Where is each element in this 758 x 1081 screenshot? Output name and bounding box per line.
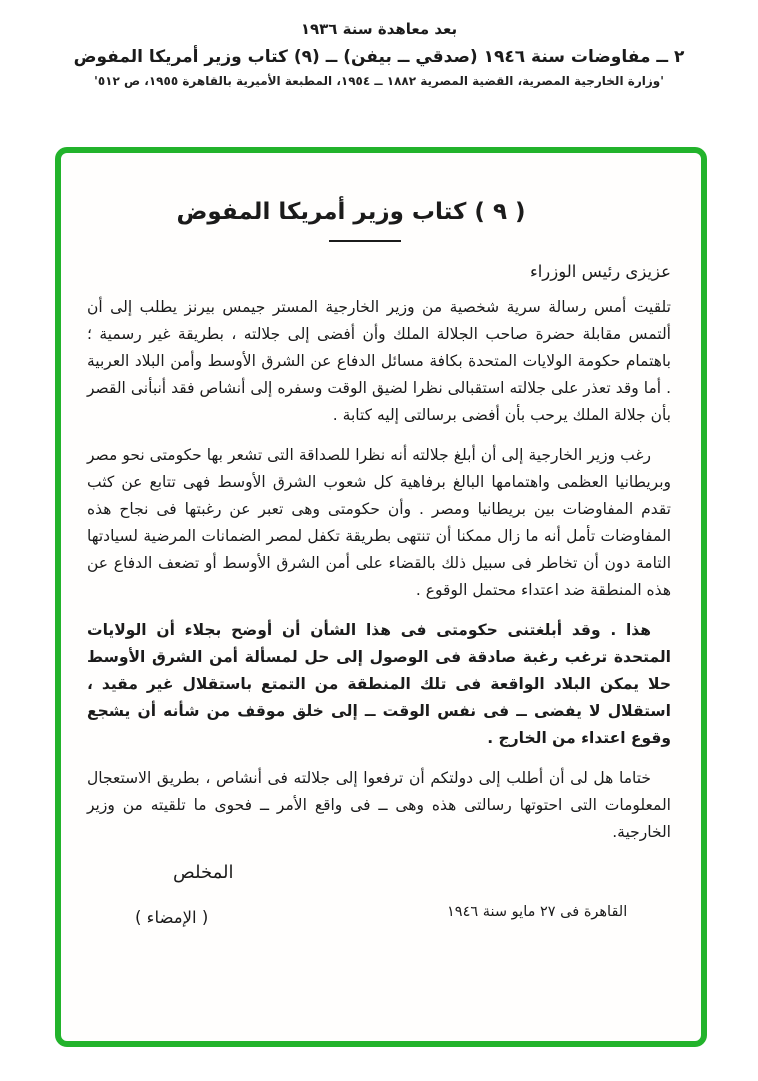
paragraph-2: رغب وزير الخارجية إلى أن أبلغ جلالته أنه نظرا للصداقة التى تشعر بها حكومتى نحو مصر وبريطانيا العظمى واهتمامها البالغ برفاهية كل شعوب الشرق الأوسط فهى تتابع عن كثب تقدم المفاوضات بين بريطانيا ومصر . وأن حكومتى وهى تعبر عن رغبتها فى نجاح هذه المفاوضات تأمل أنه ما زال ممكنا أن تنتهى بطريقة تكفل لمصر الضمانات المرضية لسيادتها التامة دون أن تخاطر فى سبيل ذلك بالقضاء على أمن الشرق الأوسط أو تضعف الدفاع عن هذه المنطقة ضد اعتداء محتمل الوقوع .	[87, 446, 671, 599]
letter-body	[61, 153, 701, 1041]
letter-title: ( ٩ ) كتاب وزير أمريكا المفوض	[176, 199, 526, 225]
salutation: عزيزى رئيس الوزراء	[529, 262, 671, 281]
page-header	[0, 0, 758, 88]
paragraph-4: ختاما هل لى أن أطلب إلى دولتكم أن ترفعوا إلى جلالته فى أنشاص ، بطريق الاستعجال المعلومات التى احتوتها رسالتى هذه وهى ــ فى واقع الأمر ــ فحوى ما تلقيته من وزير الخارجية.	[87, 769, 671, 841]
title-underline	[329, 240, 401, 242]
paragraph-3: هذا . وقد أبلغتنى حكومتى فى هذا الشأن أن أوضح بجلاء أن الولايات المتحدة ترغب رغبة صادقة فى الوصول إلى حل لمسألة أمن الشرق الأوسط حلا يمكن البلاد الواقعة فى تلك المنطقة من التمتع باستقلال غير مقيد ، استقلال لا يفضى ــ فى نفس الوقت ــ إلى خلق موقف من شأنه أن يشجع وقوع اعتداء من الخارج .	[87, 621, 671, 747]
header-treaty-line: بعد معاهدة سنة ١٩٣٦	[300, 20, 458, 38]
signature-placeholder: ( الإمضاء )	[135, 908, 209, 927]
paragraph-1: تلقيت أمس رسالة سرية شخصية من وزير الخارجية المستر جيمس بيرنز يطلب إلى أن ألتمس مقابلة حضرة صاحب الجلالة الملك وأن أفضى إلى جلالته ، بطريقة غير رسمية ؛ باهتمام حكومة الولايات المتحدة بكافة مسائل الدفاع عن الشرق الأوسط وأمن البلاد العربية . أما وقد تعذر على جلالته استقبالى نظرا لضيق الوقت وسفره إلى أنشاص فقد أنبأنى القصر بأن جلالة الملك يرحب بأن أفضى برسالتى إليه كتابة .	[87, 298, 671, 424]
document-frame	[55, 147, 707, 1047]
header-source-citation: 'وزارة الخارجية المصرية، القضية المصرية ١٨٨٢ ــ ١٩٥٤، المطبعة الأميرية بالقاهرة ١٩٥٥، ص ٥١٢'	[94, 74, 664, 88]
signature-block	[87, 850, 671, 950]
date-line: القاهرة فى ٢٧ مايو سنة ١٩٤٦	[447, 904, 628, 920]
closing-word: المخلص	[173, 862, 234, 883]
header-negotiations-line: ٢ ــ مفاوضات سنة ١٩٤٦ (صدقي ــ بيفن) ــ (٩) كتاب وزير أمريكا المفوض	[73, 47, 685, 67]
